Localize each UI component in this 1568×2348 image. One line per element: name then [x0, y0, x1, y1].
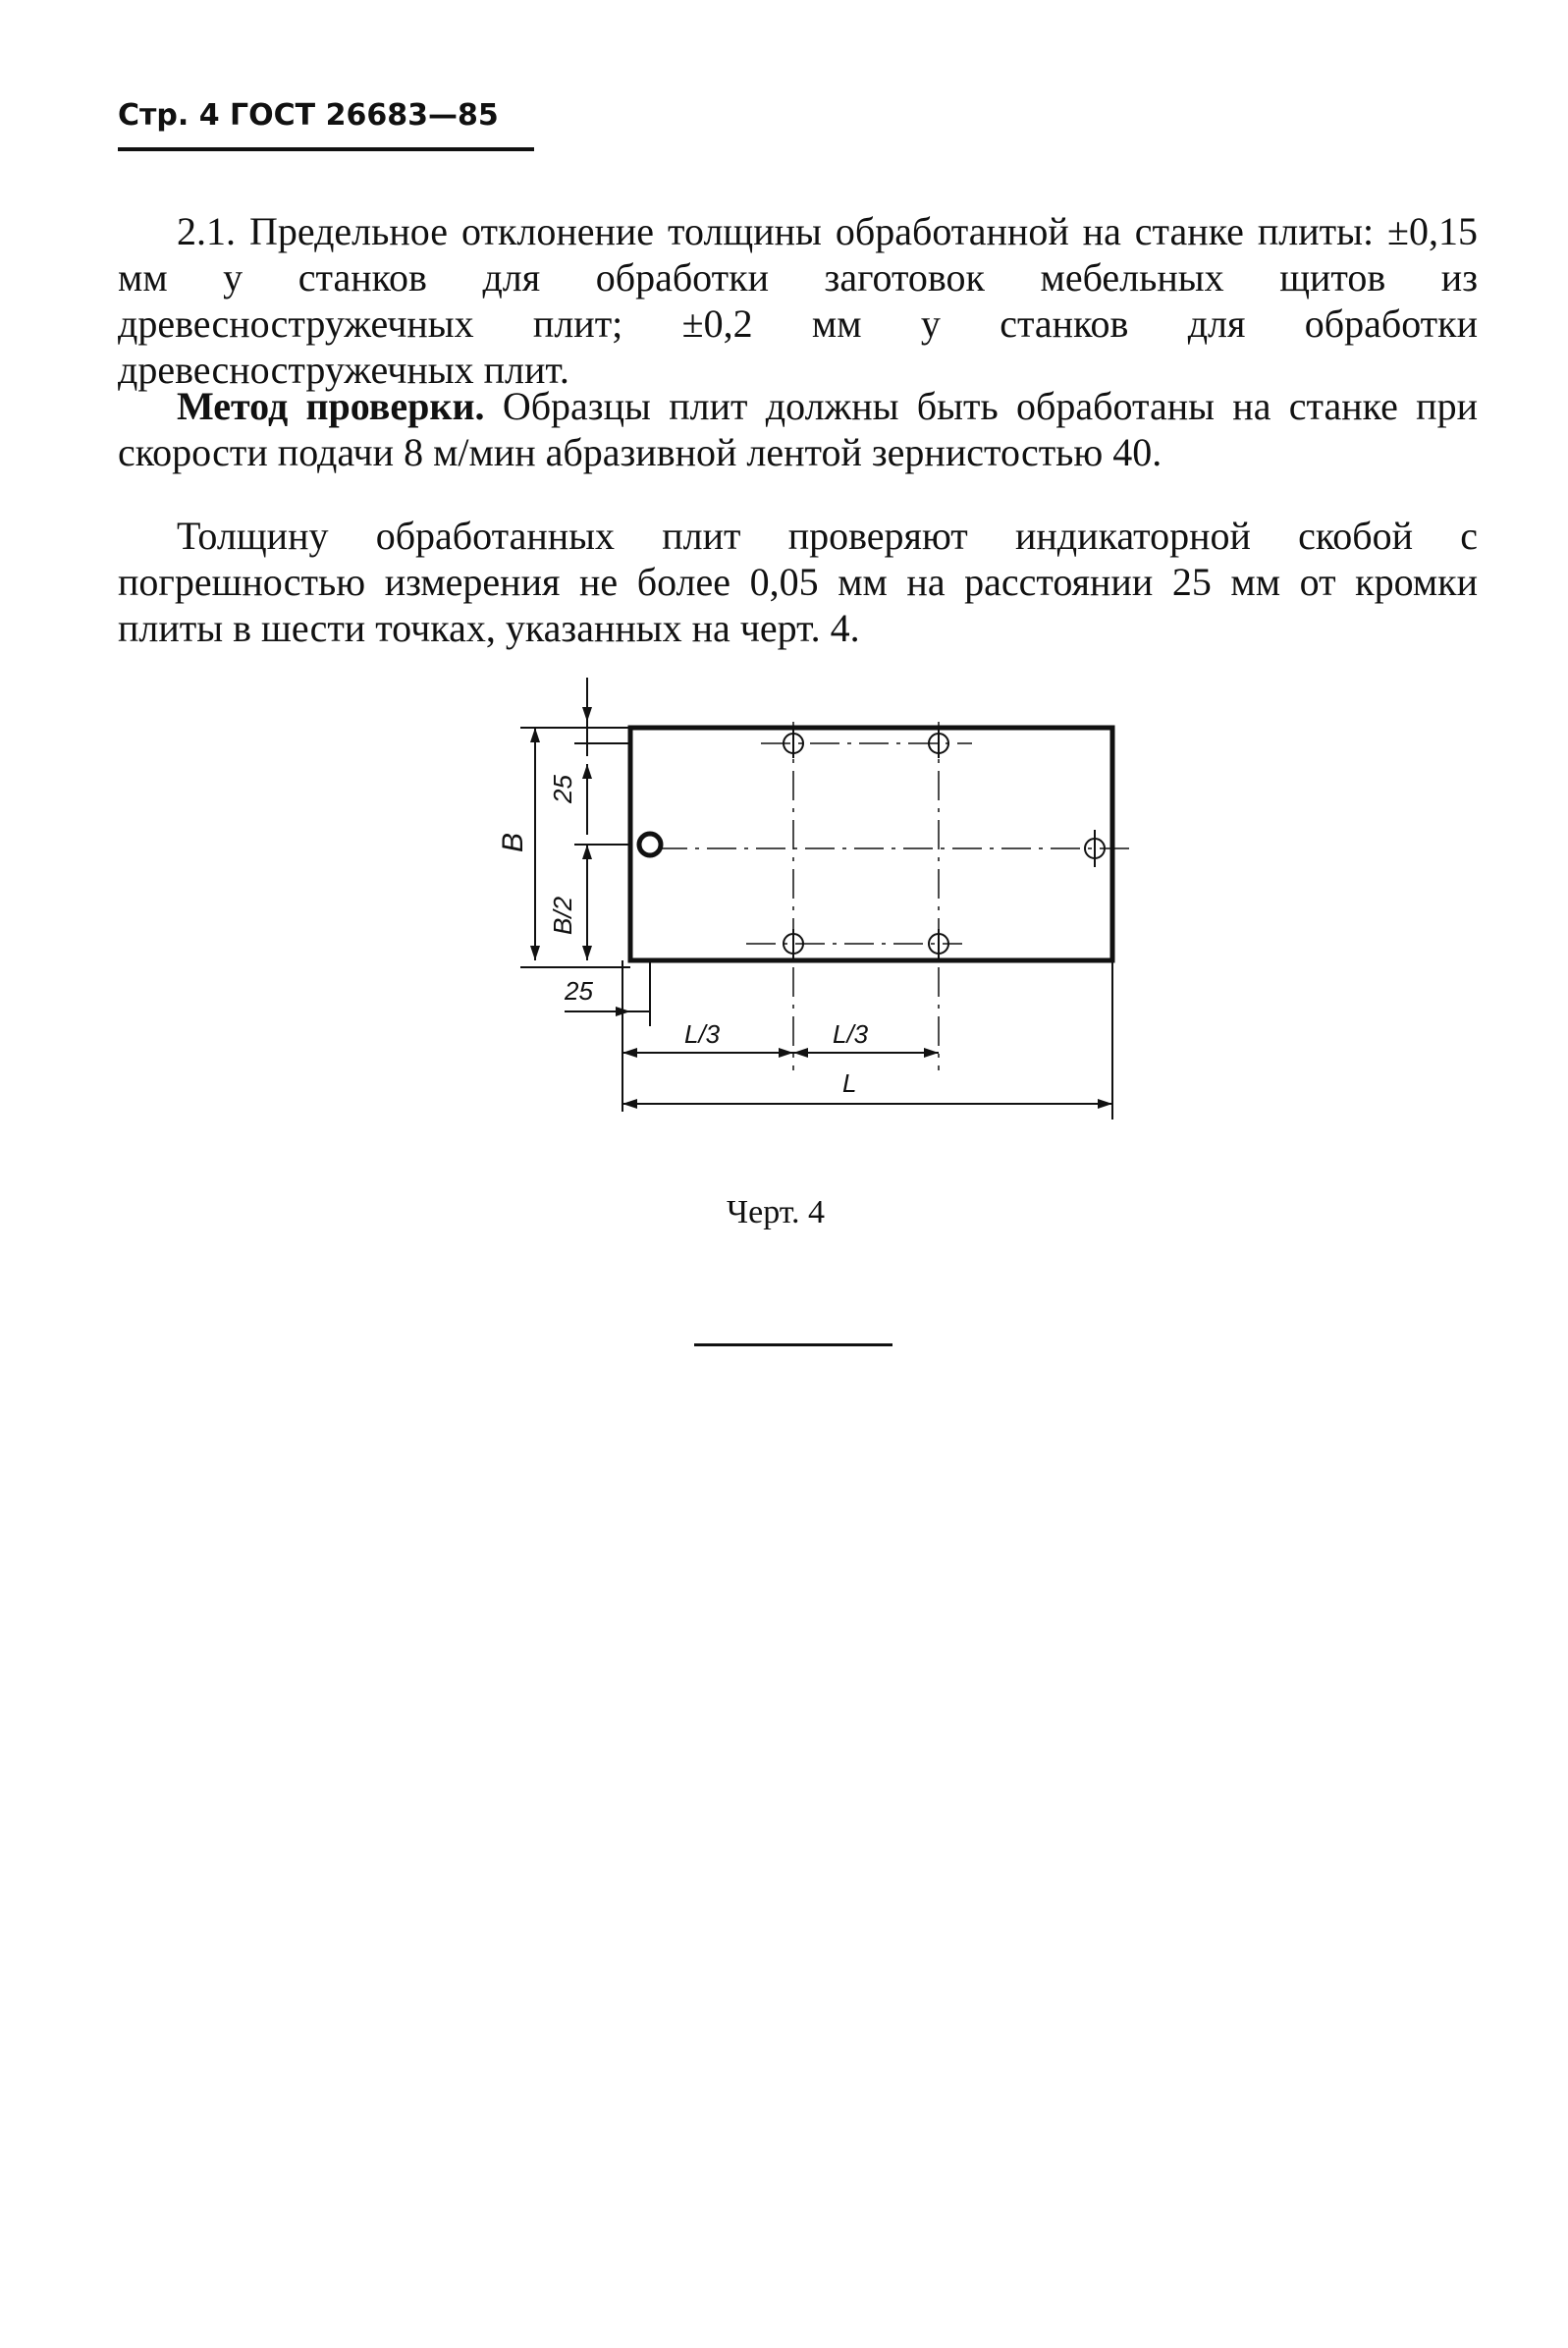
- paragraph-2-1-text: 2.1. Предельное отклонение толщины обработанной на станке плиты: ±0,15 мм у станков для обработки заготовок мебельных щитов из древесностружечных плит; ±0,2 мм у станков для обработки древесностружечных плит.: [118, 209, 1478, 392]
- label-B2: B/2: [548, 896, 577, 935]
- dim-B-arrow-top: [530, 728, 540, 742]
- dim-L-arrow-right: [1098, 1099, 1112, 1109]
- dim-L3b-arrow-right: [924, 1048, 939, 1058]
- label-25-horizontal: 25: [565, 976, 593, 1006]
- point-left-bold: [639, 834, 661, 855]
- figure-caption: Черт. 4: [727, 1194, 826, 1230]
- label-25-vertical: 25: [548, 775, 577, 803]
- end-rule: [694, 1343, 892, 1346]
- dim-B2-arrow-bottom: [582, 946, 592, 960]
- test-method-lead: Метод проверки.: [177, 384, 485, 428]
- dim-L-arrow-left: [622, 1099, 637, 1109]
- test-method-rest: Образцы плит должны быть обработаны на станке при скорости подачи 8 м/мин абразивной лентой зернистостью 40.: [118, 384, 1478, 474]
- label-L: L: [842, 1068, 857, 1098]
- dim-B-arrow-bottom: [530, 946, 540, 960]
- dim-L3b-arrow-left: [793, 1048, 808, 1058]
- paragraph-measurement-text: Толщину обработанных плит проверяют индикаторной скобой с погрешностью измерения не более 0,05 мм на расстоянии 25 мм от кромки плиты в шести точках, указанных на черт. 4.: [118, 514, 1478, 650]
- page-header: Стр. 4 ГОСТ 26683—85: [118, 98, 499, 133]
- dim-L3a-arrow-right: [779, 1048, 793, 1058]
- top-arrow-head: [582, 707, 592, 722]
- label-L3-second: L/3: [833, 1019, 869, 1049]
- dim-L3a-arrow-left: [622, 1048, 637, 1058]
- plate-outline: [630, 728, 1112, 960]
- dim-B2-arrow-top: [582, 845, 592, 859]
- label-L3-first: L/3: [684, 1019, 721, 1049]
- label-B: B: [497, 832, 529, 852]
